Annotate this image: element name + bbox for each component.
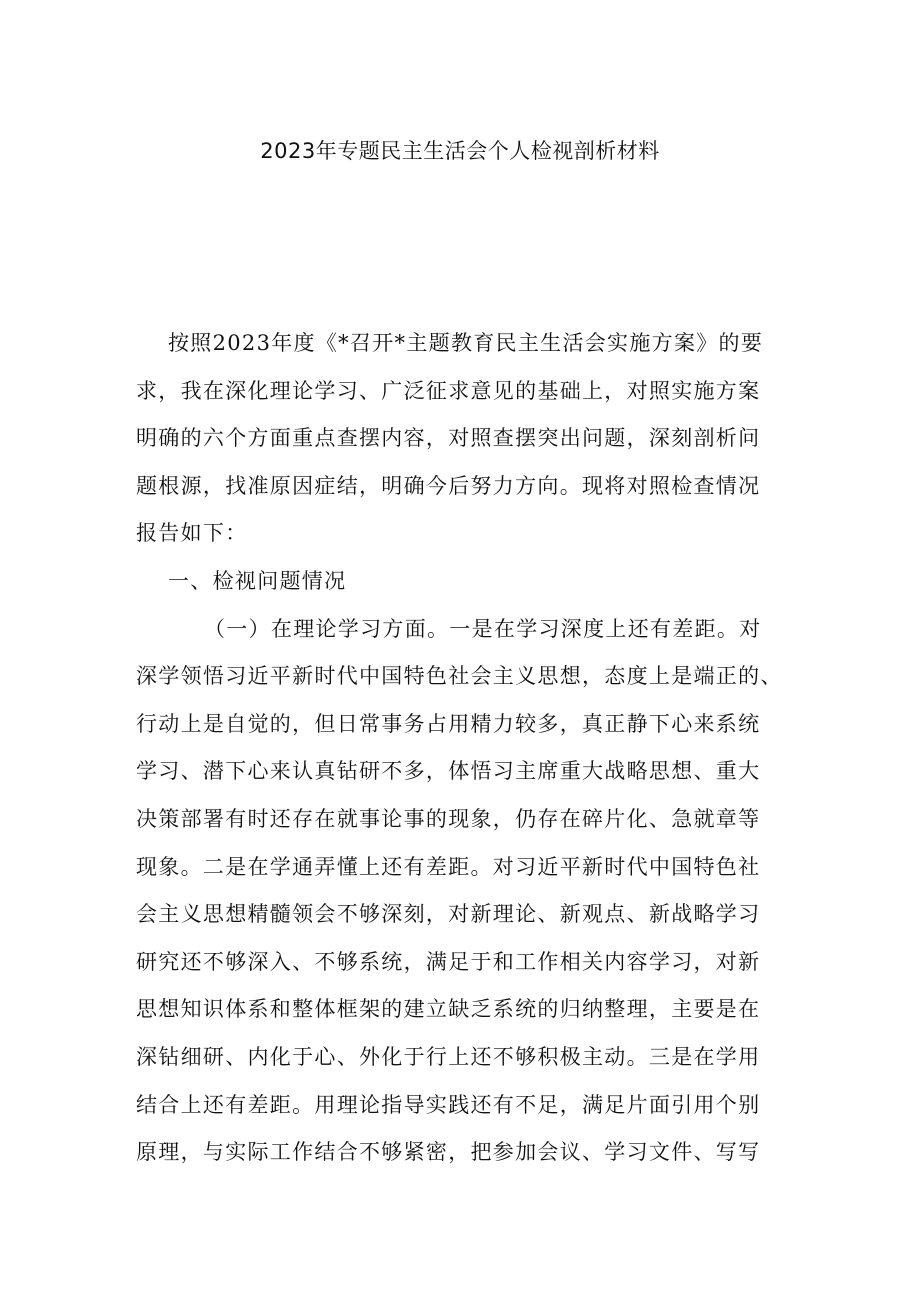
paragraph-line: 报告如下： [136,521,248,546]
paragraph-line: 求，我在深化理论学习、广泛征求意见的基础上，对照实施方案 [136,378,761,403]
paragraph-line: 原理，与实际工作结合不够紧密，把参加会议、学习文件、写写 [136,1140,761,1165]
paragraph-line: 深学领悟习近平新时代中国特色社会主义思想，态度上是端正的、 [136,664,783,689]
paragraph-line: 会主义思想精髓领会不够深刻，对新理论、新观点、新战略学习 [136,902,761,927]
paragraph-line: 深钻细研、内化于心、外化于行上还不够积极主动。三是在学用 [136,1044,761,1069]
section-heading: 一、检视问题情况 [168,568,347,593]
document-body [136,320,786,1177]
document-title: 2023年专题民主生活会个人检视剖析材料 [260,139,660,163]
paragraph-line: （一）在理论学习方面。一是在学习深度上还有差距。对 [204,616,762,641]
paragraph-line: 行动上是自觉的，但日常事务占用精力较多，真正静下心来系统 [136,711,761,736]
paragraph-line: 思想知识体系和整体框架的建立缺乏系统的归纳整理，主要是在 [136,997,761,1022]
paragraph-line: 按照2023年度《*召开*主题教育民主生活会实施方案》的要 [168,331,764,355]
paragraph-line: 研究还不够深入、不够系统，满足于和工作相关内容学习，对新 [136,949,761,974]
paragraph-line: 学习、潜下心来认真钻研不多，体悟习主席重大战略思想、重大 [136,759,761,784]
paragraph-line: 决策部署有时还存在就事论事的现象，仍存在碎片化、急就章等 [136,806,761,831]
paragraph-line: 现象。二是在学通弄懂上还有差距。对习近平新时代中国特色社 [136,854,761,879]
paragraph-line: 题根源，找准原因症结，明确今后努力方向。现将对照检查情况 [136,473,761,498]
paragraph-line: 明确的六个方面重点查摆内容，对照查摆突出问题，深刻剖析问 [136,426,761,451]
paragraph-line: 结合上还有差距。用理论指导实践还有不足，满足片面引用个别 [136,1092,761,1117]
